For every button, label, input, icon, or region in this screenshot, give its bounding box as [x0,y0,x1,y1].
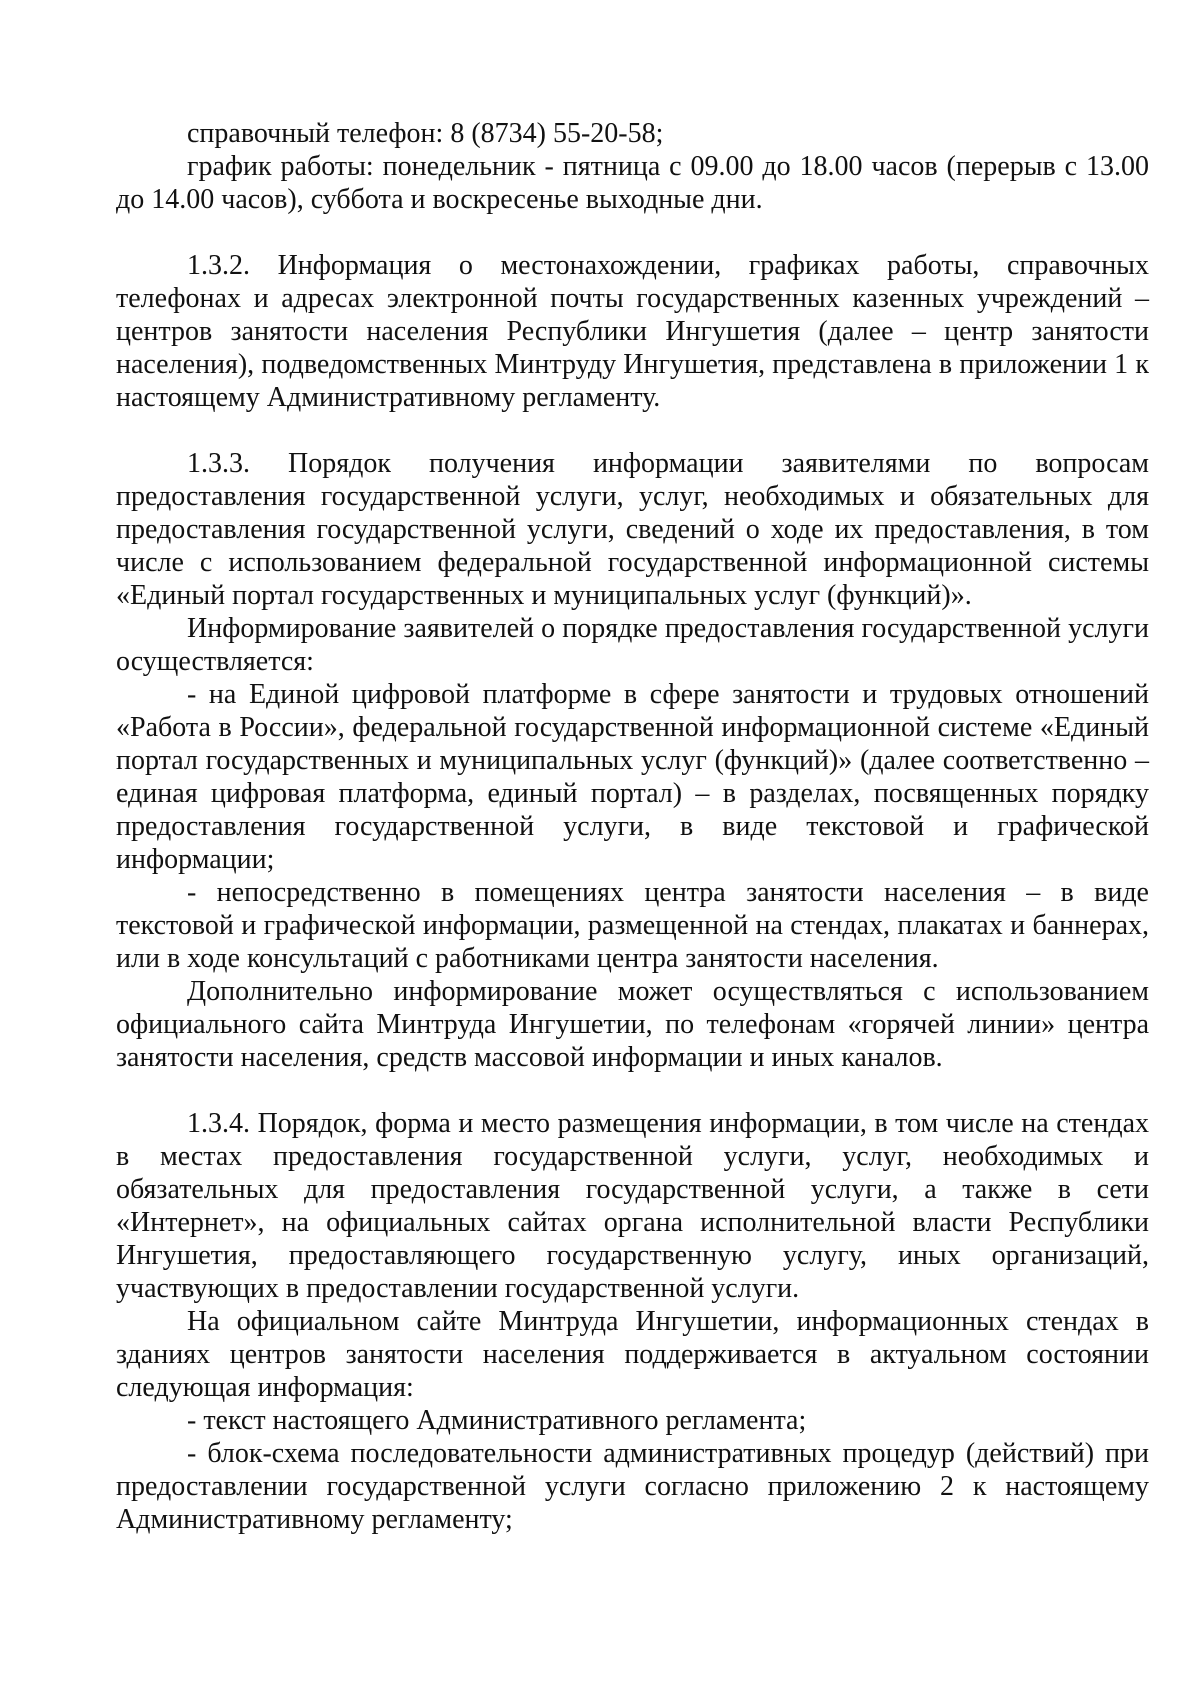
paragraph-official-site: На официальном сайте Минтруда Ингушетии, информационных стендах в зданиях центров занятости населения поддерживается в актуальном состоянии следующая информация: [116,1306,1149,1403]
paragraph-list-platform: - на Единой цифровой платформе в сфере занятости и трудовых отношений «Работа в России», федеральной государственной информационной системе «Единый портал государственных и муниципальных услуг (функций)» (далее соответственно – единая цифровая платформа, единый портал) – в разделах, посвященных порядку предоставления государственной услуги, в виде текстовой и графической информации; [116,679,1149,875]
paragraph-informing: Информирование заявителей о порядке предоставления государственной услуги осуществляется: [116,613,1149,677]
paragraph-1-3-2: 1.3.2. Информация о местонахождении, графиках работы, справочных телефонах и адресах электронной почты государственных казенных учреждений – центров занятости населения Республики Ингушетия (далее – центр занятости населения), подведомственных Минтруду Ингушетия, представлена в приложении 1 к настоящему Административному регламенту. [116,250,1149,413]
paragraph-phone: справочный телефон: 8 (8734) 55-20-58; [187,118,664,149]
paragraph-1-3-4: 1.3.4. Порядок, форма и место размещения информации, в том числе на стендах в местах предоставления государственной услуги, услуг, необходимых и обязательных для предоставления государственной услуги, а также в сети «Интернет», на официальных сайтах органа исполнительной власти Республики Ингушетия, предоставляющего государственную услугу, иных организаций, участвующих в предоставлении государственной услуги. [116,1108,1149,1304]
paragraph-1-3-3: 1.3.3. Порядок получения информации заявителями по вопросам предоставления государственной услуги, услуг, необходимых и обязательных для предоставления государственной услуги, сведений о ходе их предоставления, в том числе с использованием федеральной государственной информационной системы «Единый портал государственных и муниципальных услуг (функций)». [116,448,1149,611]
paragraph-gap [116,414,1149,447]
document-page [116,117,1149,1536]
paragraph-gap [116,1074,1149,1107]
paragraph-additional: Дополнительно информирование может осуществляться с использованием официального сайта Минтруда Ингушетии, по телефонам «горячей линии» центра занятости населения, средств массовой информации и иных каналов. [116,976,1149,1073]
paragraph-schedule: график работы: понедельник - пятница с 09.00 до 18.00 часов (перерыв с 13.00 до 14.00 часов), суббота и воскресенье выходные дни. [116,151,1149,215]
paragraph-list-flowchart: - блок-схема последовательности административных процедур (действий) при предоставлении государственной услуги согласно приложению 2 к настоящему Административному регламенту; [116,1438,1149,1535]
paragraph-list-regulation-text: - текст настоящего Административного регламента; [187,1405,807,1436]
paragraph-list-premises: - непосредственно в помещениях центра занятости населения – в виде текстовой и графической информации, размещенной на стендах, плакатах и баннерах, или в ходе консультаций с работниками центра занятости населения. [116,877,1149,974]
paragraph-gap [116,216,1149,249]
